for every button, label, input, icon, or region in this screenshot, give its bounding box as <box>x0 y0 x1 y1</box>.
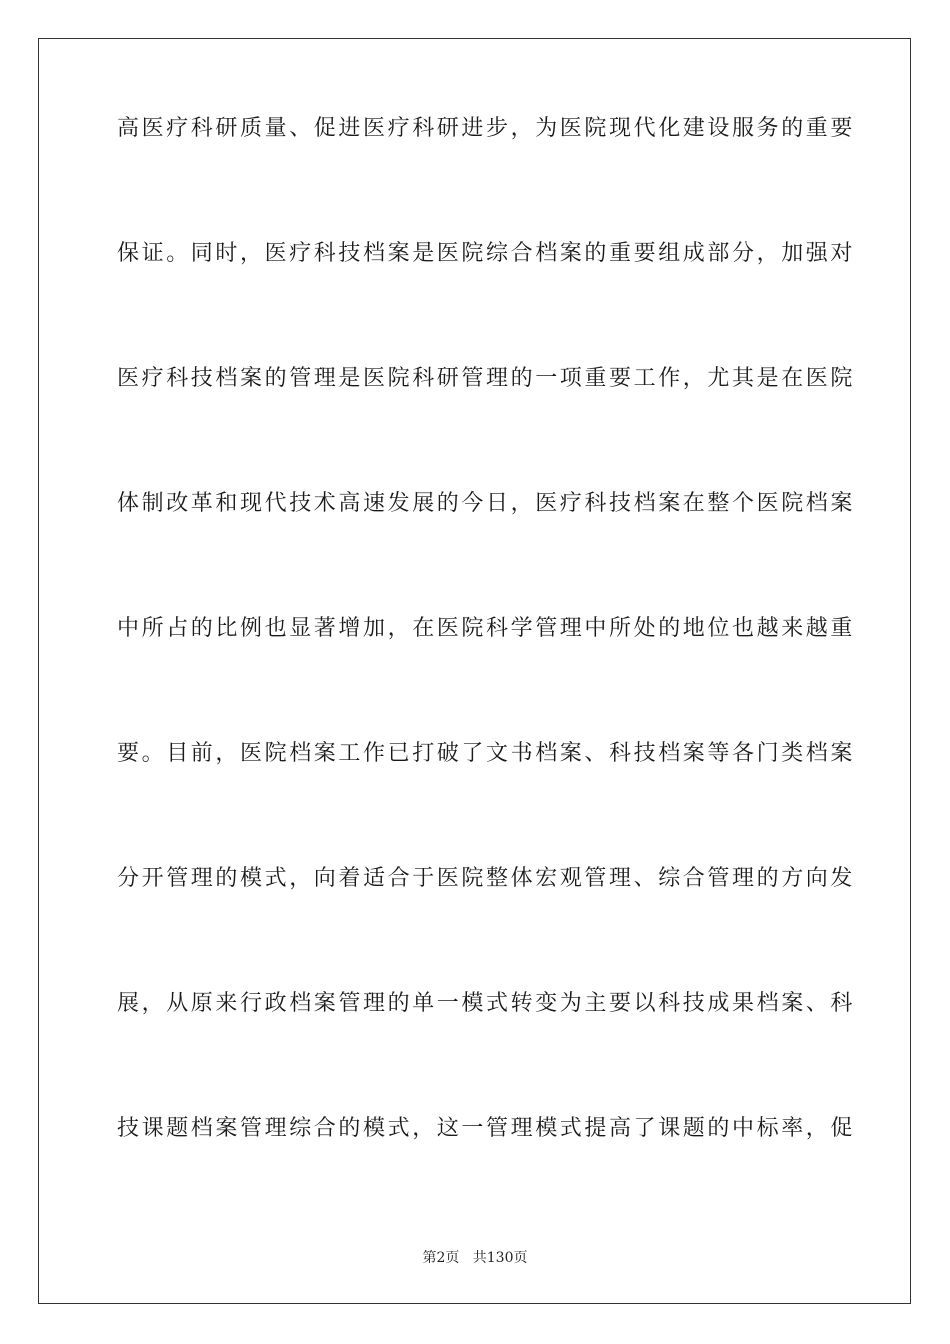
text-line: 保证。同时，医疗科技档案是医院综合档案的重要组成部分，加强对 <box>117 241 856 266</box>
text-line: 体制改革和现代技术高速发展的今日，医疗科技档案在整个医院档案 <box>117 491 856 516</box>
text-line: 医疗科技档案的管理是医院科研管理的一项重要工作，尤其是在医院 <box>117 366 856 391</box>
text-line: 展，从原来行政档案管理的单一模式转变为主要以科技成果档案、科 <box>117 991 856 1016</box>
document-body <box>117 116 856 1243</box>
text-line: 分开管理的模式，向着适合于医院整体宏观管理、综合管理的方向发 <box>117 866 856 891</box>
text-line: 要。目前，医院档案工作已打破了文书档案、科技档案等各门类档案 <box>117 741 856 766</box>
text-line: 中所占的比例也显著增加，在医院科学管理中所处的地位也越来越重 <box>117 616 856 641</box>
text-line: 技课题档案管理综合的模式，这一管理模式提高了课题的中标率，促 <box>117 1116 856 1141</box>
page-number-footer: 第2页 共130页 <box>422 1250 528 1266</box>
text-line: 高医疗科研质量、促进医疗科研进步，为医院现代化建设服务的重要 <box>117 116 856 141</box>
